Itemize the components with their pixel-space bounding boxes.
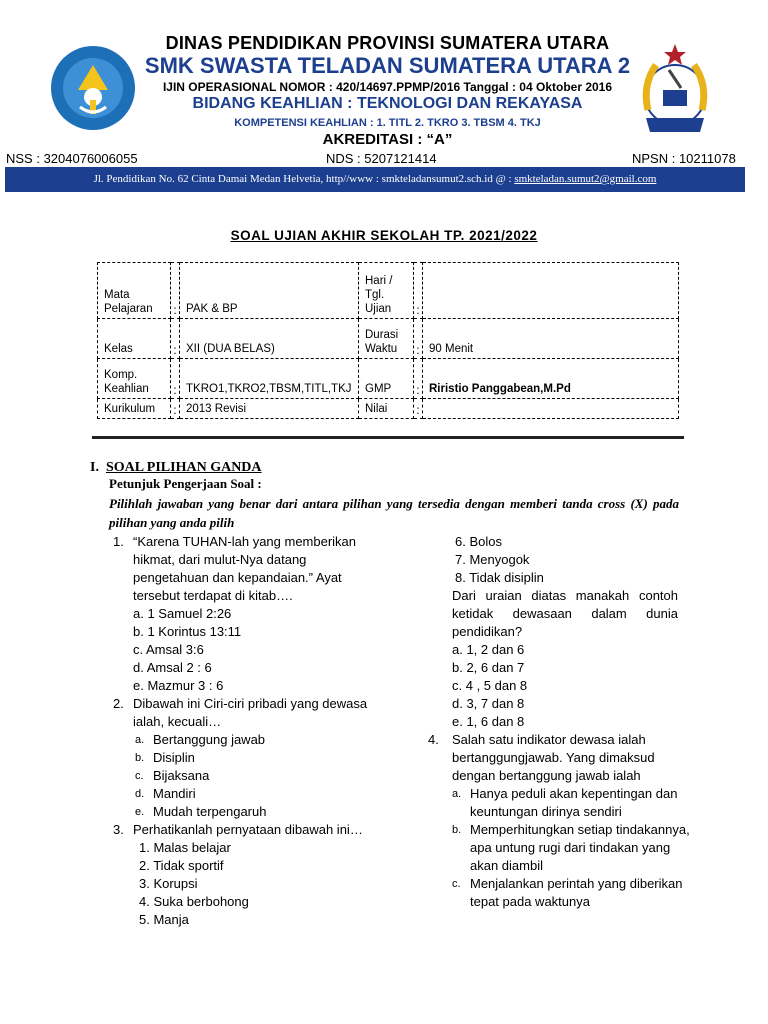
q2-text-line: Dibawah ini Ciri-ciri pribadi yang dewasa [133, 696, 368, 711]
q1-option-a[interactable]: a. 1 Samuel 2:26 [133, 606, 232, 621]
q4-text-line: bertanggungjawab. Yang dimaksud [452, 750, 655, 765]
q2-option-e[interactable]: Mudah terpengaruh [153, 804, 267, 819]
q4-text-line: dengan bertanggung jawab ialah [452, 768, 641, 783]
exam-title: SOAL UJIAN AKHIR SEKOLAH TP. 2021/2022 [230, 228, 538, 243]
q1-option-c[interactable]: c. Amsal 3:6 [133, 642, 204, 657]
q3-statement: 6. Bolos [455, 534, 502, 549]
header-accreditation: AKREDITASI : “A” [322, 131, 453, 148]
q3-statement: 3. Korupsi [139, 876, 198, 891]
value-gmp: Riristio Panggabean,M.Pd [423, 359, 679, 399]
q3-question-line: pendidikan? [452, 624, 523, 639]
q2-number: 2. [113, 696, 124, 711]
q1-option-b[interactable]: b. 1 Korintus 13:11 [133, 624, 242, 639]
label-nilai: Nilai [359, 399, 414, 419]
q3-statement: 5. Manja [139, 912, 189, 927]
address-bar [5, 167, 745, 192]
q3-option-b[interactable]: b. 2, 6 dan 7 [452, 660, 525, 675]
q2-option-e-letter: e. [135, 806, 145, 818]
tut-wuri-handayani-logo-icon [50, 45, 136, 131]
prasaja-logo-icon [636, 40, 714, 138]
header-school-name: SMK SWASTA TELADAN SUMATERA UTARA 2 [144, 53, 631, 78]
address-text: Jl. Pendidikan No. 62 Cinta Damai Medan Helvetia, http//www : smkteladansumut2.sch.id @ : [93, 173, 515, 185]
exam-info-table: Mata Pelajaran : PAK & BP Hari / Tgl. Ujian : Kelas : XII (DUA BELAS) Durasi Waktu : 90 Menit Komp. Keahlian : TKRO1,TKRO2,TBSM,TITL,TKJ GMP : Riristio Panggabean,M.Pd Kurikulum : 2013 Revisi Nilai : [97, 262, 679, 419]
divider-line [92, 436, 684, 439]
q4-number: 4. [428, 732, 439, 747]
header-agency: DINAS PENDIDIKAN PROVINSI SUMATERA UTARA [165, 33, 610, 53]
q3-question-line: Dari uraian diatas manakah contoh [452, 588, 678, 603]
q2-option-d-letter: d. [135, 788, 145, 800]
q4-option-c[interactable]: Menjalankan perintah yang diberikan [470, 876, 683, 891]
value-mata-pelajaran: PAK & BP [180, 263, 359, 319]
section-heading: I. SOAL PILIHAN GANDA [90, 460, 262, 475]
q3-option-c[interactable]: c. 4 , 5 dan 8 [452, 678, 528, 693]
nds-number: NDS : 5207121414 [326, 151, 437, 166]
q1-option-d[interactable]: d. Amsal 2 : 6 [133, 660, 212, 675]
q3-question-line: ketidak dewasaan dalam dunia [452, 606, 678, 621]
q2-option-d[interactable]: Mandiri [153, 786, 196, 801]
q3-text-line: Perhatikanlah pernyataan dibawah ini… [133, 822, 363, 837]
value-kurikulum: 2013 Revisi [180, 399, 359, 419]
q1-text-line: pengetahuan dan kepandaian.” Ayat [133, 570, 342, 585]
label-kelas: Kelas [98, 319, 171, 359]
q1-number: 1. [113, 534, 124, 549]
q1-option-e[interactable]: e. Mazmur 3 : 6 [133, 678, 224, 693]
q4-option-b[interactable]: Memperhitungkan setiap tindakannya, [470, 822, 690, 837]
q1-text-line: “Karena TUHAN-lah yang memberikan [133, 534, 357, 549]
q3-option-e[interactable]: e. 1, 6 dan 8 [452, 714, 525, 729]
q1-text-line: tersebut terdapat di kitab…. [133, 588, 293, 603]
header-license: IJIN OPERASIONAL NOMOR : 420/14697.PPMP/2016 Tanggal : 04 Oktober 2016 [162, 80, 613, 94]
email-link[interactable]: smkteladan.sumut2@gmail.com [514, 173, 657, 185]
q3-statement: 7. Menyogok [455, 552, 530, 567]
header-field: BIDANG KEAHLIAN : TEKNOLOGI DAN REKAYASA [192, 95, 583, 112]
label-gmp: GMP [359, 359, 414, 399]
q3-statement: 4. Suka berbohong [139, 894, 249, 909]
label-hari-tgl-ujian: Hari / Tgl. Ujian [359, 263, 414, 319]
q3-option-d[interactable]: d. 3, 7 dan 8 [452, 696, 525, 711]
q4-option-a-cont[interactable]: keuntungan dirinya sendiri [470, 804, 622, 819]
q4-option-b-cont[interactable]: apa untung rugi dari tindakan yang [470, 840, 671, 855]
header-competencies: KOMPETENSI KEAHLIAN : 1. TITL 2. TKRO 3. TBSM 4. TKJ [234, 117, 541, 129]
instruction-text: Pilihlah jawaban yang benar dari antara pilihan yang tersedia dengan memberi tanda cross (X) pada pilihan yang anda pilih [109, 496, 679, 530]
value-komp-keahlian: TKRO1,TKRO2,TBSM,TITL,TKJ [180, 359, 359, 399]
label-komp-keahlian: Komp. Keahlian [98, 359, 171, 399]
q2-option-c[interactable]: Bijaksana [153, 768, 210, 783]
q3-option-a[interactable]: a. 1, 2 dan 6 [452, 642, 525, 657]
q3-statement: 8. Tidak disiplin [455, 570, 544, 585]
nss-number: NSS : 3204076006055 [6, 151, 138, 166]
instruction-heading: Petunjuk Pengerjaan Soal : [109, 476, 262, 491]
label-kurikulum: Kurikulum [98, 399, 171, 419]
q4-option-b-letter: b. [452, 824, 462, 836]
q3-statement: 2. Tidak sportif [139, 858, 224, 873]
label-mata-pelajaran: Mata Pelajaran [98, 263, 171, 319]
value-nilai [423, 399, 679, 419]
label-durasi-waktu: Durasi Waktu [359, 319, 414, 359]
q2-option-b-letter: b. [135, 752, 145, 764]
q3-statement: 1. Malas belajar [139, 840, 231, 855]
q4-text-line: Salah satu indikator dewasa ialah [452, 732, 646, 747]
value-kelas: XII (DUA BELAS) [180, 319, 359, 359]
q4-option-c-letter: c. [452, 878, 461, 890]
q2-option-b[interactable]: Disiplin [153, 750, 195, 765]
q2-option-a-letter: a. [135, 734, 145, 746]
q2-option-a[interactable]: Bertanggung jawab [153, 732, 266, 747]
q4-option-a-letter: a. [452, 788, 462, 800]
q4-option-a[interactable]: Hanya peduli akan kepentingan dan [470, 786, 678, 801]
q2-text-line: ialah, kecuali… [133, 714, 222, 729]
q4-option-b-cont[interactable]: akan diambil [470, 858, 543, 873]
q4-option-c-cont[interactable]: tepat pada waktunya [470, 894, 590, 909]
value-hari-tgl-ujian [423, 263, 679, 319]
q2-option-c-letter: c. [135, 770, 144, 782]
value-durasi-waktu: 90 Menit [423, 319, 679, 359]
q3-number: 3. [113, 822, 124, 837]
q1-text-line: hikmat, dari mulut-Nya datang [133, 552, 307, 567]
npsn-number: NPSN : 10211078 [632, 151, 736, 166]
